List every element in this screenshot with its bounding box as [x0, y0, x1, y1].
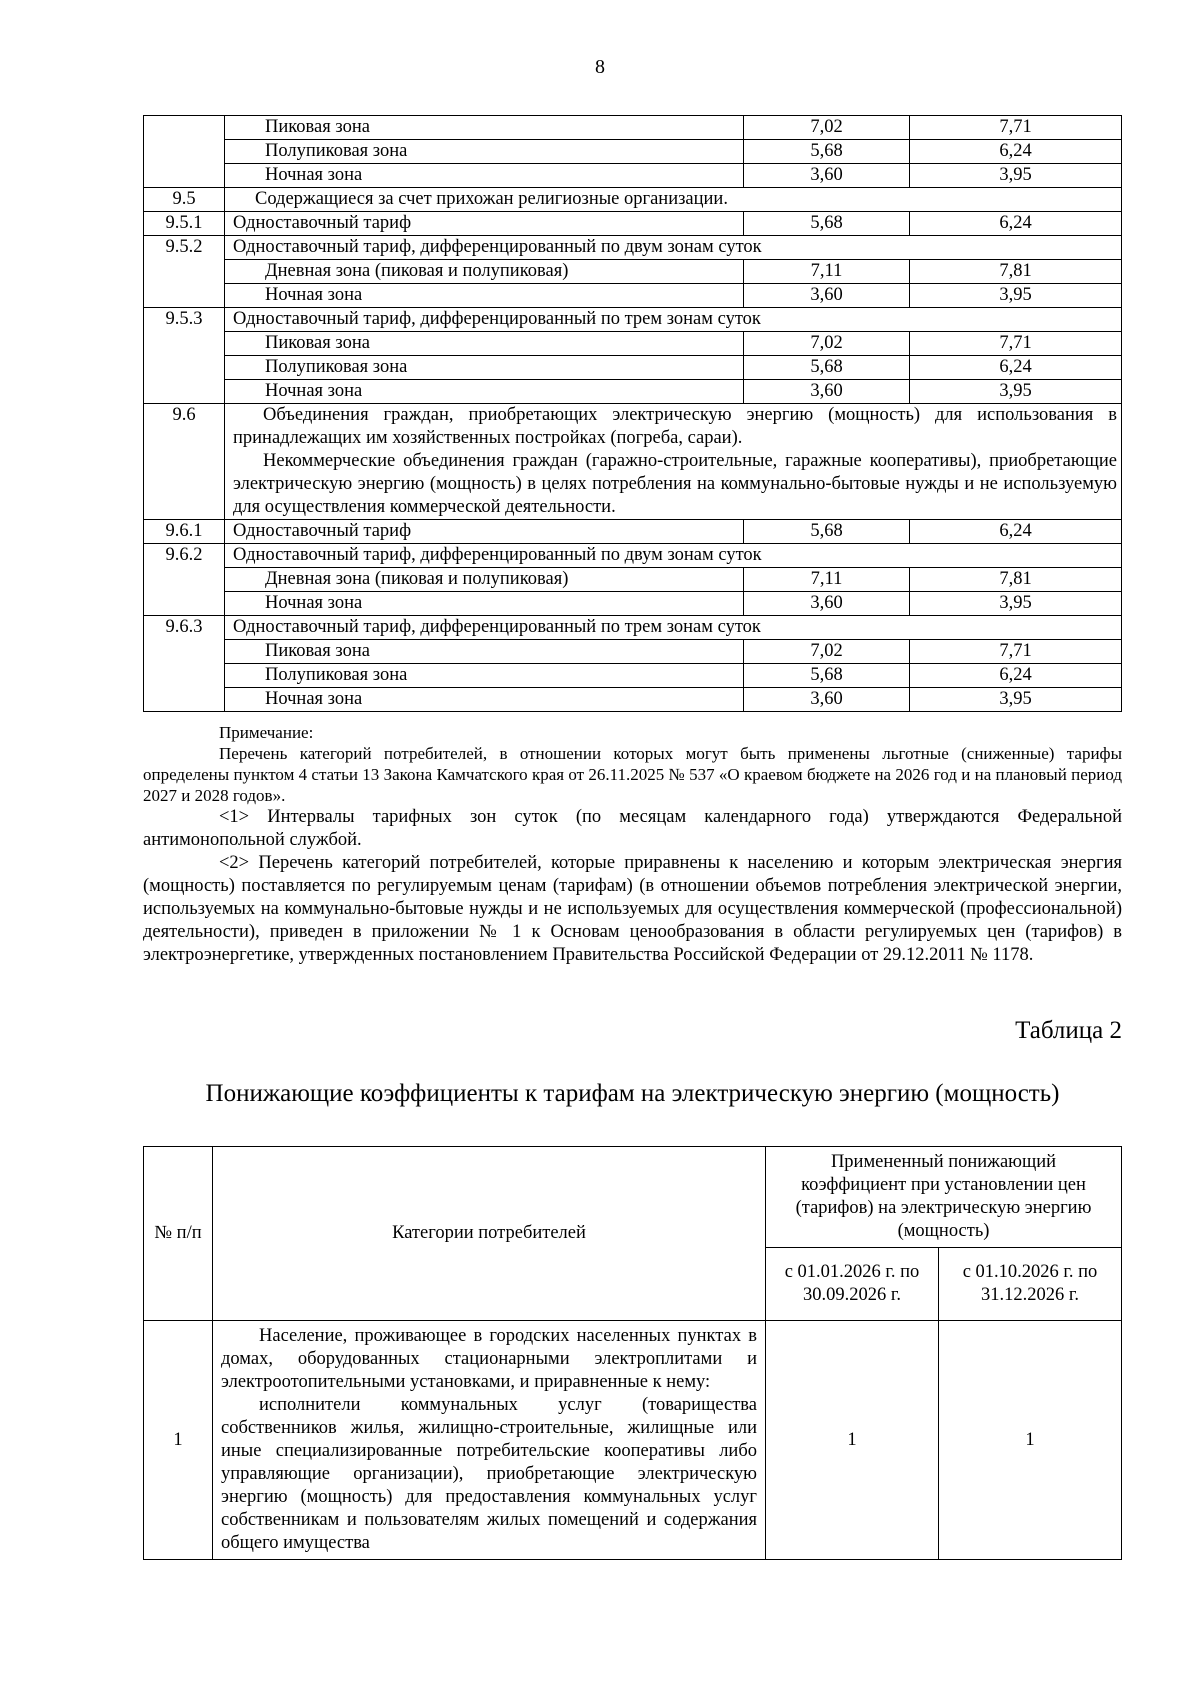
tariff-value-period-1: 5,68 [744, 140, 910, 164]
zone-label: Дневная зона (пиковая и полупиковая) [225, 568, 744, 592]
table-header-row [144, 1147, 1122, 1248]
row-number [144, 356, 225, 380]
table-2-label: Таблица 2 [1015, 1017, 1122, 1044]
row-number: 9.5.2 [144, 236, 225, 260]
tariff-group-title: Одноставочный тариф, дифференцированный по двум зонам суток [225, 544, 1122, 568]
tariff-value-period-1: 3,60 [744, 380, 910, 404]
table-row [144, 1321, 1122, 1560]
notes-paragraph-3: <2> Перечень категорий потребителей, которые приравнены к населению и которым электрическая энергия (мощность) поставляется по регулируемым ценам (тарифам) (в отношении объемов потребления электрической энергии, используемых на коммунально-бытовые нужды и не используемых для осуществления коммерческой (профессиональной) деятельности), приведен в приложении № 1 к Основам ценообразования в области регулируемых цен (тарифов) в электроэнергетике, утвержденных постановлением Правительства Российской Федерации от 29.12.2011 № 1178. [143, 853, 1122, 965]
table-row [144, 260, 1122, 284]
table-row [144, 616, 1122, 640]
tariff-value-period-2: 3,95 [910, 380, 1122, 404]
table-row [144, 236, 1122, 260]
tariff-value-period-2: 6,24 [910, 356, 1122, 380]
row-number: 9.5.3 [144, 308, 225, 332]
row-number [144, 664, 225, 688]
notes-paragraph-2: <1> Интервалы тарифных зон суток (по месяцам календарного года) утверждаются Федеральной антимонопольной службой. [143, 807, 1122, 850]
tariff-value-period-2: 7,81 [910, 260, 1122, 284]
coefficients-table [143, 1146, 1122, 1560]
tariff-value-period-2: 6,24 [910, 140, 1122, 164]
tariff-value-period-1: 7,11 [744, 568, 910, 592]
row-category-paragraph-2: исполнители коммунальных услуг (товарищества собственников жилья, жилищно-строительные, жилищные или иные специализированные потребительские кооперативы либо управляющие организации), приобретающие электрическую энергию (мощность) для предоставления коммунальных услуг собственникам и пользователям жилых помещений и содержания общего имущества [221, 1395, 757, 1553]
table-row [144, 688, 1122, 712]
table-row [144, 640, 1122, 664]
row-number [144, 284, 225, 308]
table-row [144, 284, 1122, 308]
header-period-2: с 01.10.2026 г. по 31.12.2026 г. [939, 1248, 1122, 1321]
table-row [144, 116, 1122, 140]
row-number: 9.6.3 [144, 616, 225, 640]
row-number: 9.5 [144, 188, 225, 212]
tariff-value-period-1: 5,68 [744, 520, 910, 544]
tariff-value-period-1: 3,60 [744, 592, 910, 616]
row-number [144, 140, 225, 164]
tariff-value-period-1: 3,60 [744, 284, 910, 308]
tariff-value-period-2: 3,95 [910, 284, 1122, 308]
zone-label: Пиковая зона [225, 116, 744, 140]
tariff-value-period-2: 7,71 [910, 116, 1122, 140]
row-number: 9.6.1 [144, 520, 225, 544]
zone-label: Дневная зона (пиковая и полупиковая) [225, 260, 744, 284]
section-title: Содержащиеся за счет прихожан религиозные организации. [225, 188, 1122, 212]
tariff-value-period-1: 7,11 [744, 260, 910, 284]
zone-label: Полупиковая зона [225, 664, 744, 688]
zone-label: Ночная зона [225, 688, 744, 712]
section-paragraph: Объединения граждан, приобретающих электрическую энергию (мощность) для использования в принадлежащих им хозяйственных постройках (погреба, сараи). [233, 405, 1117, 448]
tariff-label: Одноставочный тариф [225, 212, 744, 236]
page-number: 8 [595, 56, 605, 78]
table-row [144, 140, 1122, 164]
tariff-value-period-2: 7,71 [910, 640, 1122, 664]
zone-label: Ночная зона [225, 284, 744, 308]
row-category [213, 1321, 766, 1560]
row-number [144, 568, 225, 592]
table-row [144, 568, 1122, 592]
zone-label: Полупиковая зона [225, 356, 744, 380]
row-num: 1 [144, 1321, 213, 1560]
header-coefficient: Примененный понижающий коэффициент при установлении цен (тарифов) на электрическую энергию (мощность) [766, 1147, 1122, 1248]
tariff-value-period-1: 5,68 [744, 664, 910, 688]
tariff-value-period-2: 7,71 [910, 332, 1122, 356]
row-number [144, 380, 225, 404]
table-row [144, 308, 1122, 332]
tariff-value-period-2: 3,95 [910, 592, 1122, 616]
header-category: Категории потребителей [213, 1147, 766, 1321]
tariff-group-title: Одноставочный тариф, дифференцированный по трем зонам суток [225, 308, 1122, 332]
notes-title: Примечание: [219, 723, 314, 742]
table-row [144, 212, 1122, 236]
table-row [144, 544, 1122, 568]
zone-label: Ночная зона [225, 164, 744, 188]
tariff-value-period-1: 3,60 [744, 164, 910, 188]
row-number [144, 164, 225, 188]
zone-label: Пиковая зона [225, 640, 744, 664]
tariff-value-period-1: 7,02 [744, 640, 910, 664]
table-row [144, 664, 1122, 688]
table-row [144, 520, 1122, 544]
row-number: 9.6 [144, 404, 225, 520]
section-description [225, 404, 1122, 520]
row-number [144, 688, 225, 712]
tariff-value-period-2: 3,95 [910, 688, 1122, 712]
notes-paragraph-1: Перечень категорий потребителей, в отношении которых могут быть применены льготные (сниженные) тарифы определены пунктом 4 статьи 13 Закона Камчатского края от 26.11.2025 № 537 «О краевом бюджете на 2026 год и на плановый период 2027 и 2028 годов». [143, 744, 1122, 805]
header-period-1: с 01.01.2026 г. по 30.09.2026 г. [766, 1248, 939, 1321]
tariff-value-period-2: 6,24 [910, 520, 1122, 544]
tariff-value-period-2: 7,81 [910, 568, 1122, 592]
row-number [144, 116, 225, 140]
zone-label: Ночная зона [225, 380, 744, 404]
tariff-value-period-1: 3,60 [744, 688, 910, 712]
row-number [144, 332, 225, 356]
tariff-value-period-2: 3,95 [910, 164, 1122, 188]
tariff-value-period-1: 7,02 [744, 332, 910, 356]
table-row [144, 332, 1122, 356]
zone-label: Ночная зона [225, 592, 744, 616]
tariff-group-title: Одноставочный тариф, дифференцированный по двум зонам суток [225, 236, 1122, 260]
header-num: № п/п [144, 1147, 213, 1321]
tariff-value-period-2: 6,24 [910, 212, 1122, 236]
tariff-value-period-1: 7,02 [744, 116, 910, 140]
zone-label: Полупиковая зона [225, 140, 744, 164]
table-row [144, 592, 1122, 616]
notes-section [143, 722, 1122, 967]
row-number [144, 592, 225, 616]
tariff-label: Одноставочный тариф [225, 520, 744, 544]
tariff-value-period-2: 6,24 [910, 664, 1122, 688]
row-number [144, 260, 225, 284]
tariff-value-period-1: 5,68 [744, 356, 910, 380]
tariff-group-title: Одноставочный тариф, дифференцированный по трем зонам суток [225, 616, 1122, 640]
tariff-value-period-1: 5,68 [744, 212, 910, 236]
section-paragraph: Некоммерческие объединения граждан (гаражно-строительные, гаражные кооперативы), приобретающие электрическую энергию (мощность) в целях потребления на коммунально-бытовые нужды и не используемую для осуществления коммерческой деятельности. [233, 451, 1117, 517]
table-2-title: Понижающие коэффициенты к тарифам на электрическую энергию (мощность) [205, 1080, 1060, 1107]
row-category-paragraph-1: Население, проживающее в городских населенных пунктах в домах, оборудованных стационарными электроплитами и электроотопительными установками, и приравненные к нему: [221, 1326, 757, 1392]
row-number [144, 640, 225, 664]
table-row [144, 356, 1122, 380]
table-row [144, 404, 1122, 520]
row-value-period-2: 1 [939, 1321, 1122, 1560]
row-value-period-1: 1 [766, 1321, 939, 1560]
row-number: 9.5.1 [144, 212, 225, 236]
zone-label: Пиковая зона [225, 332, 744, 356]
tariff-table-continuation [143, 115, 1122, 712]
table-row [144, 380, 1122, 404]
table-row [144, 164, 1122, 188]
row-number: 9.6.2 [144, 544, 225, 568]
table-row [144, 188, 1122, 212]
